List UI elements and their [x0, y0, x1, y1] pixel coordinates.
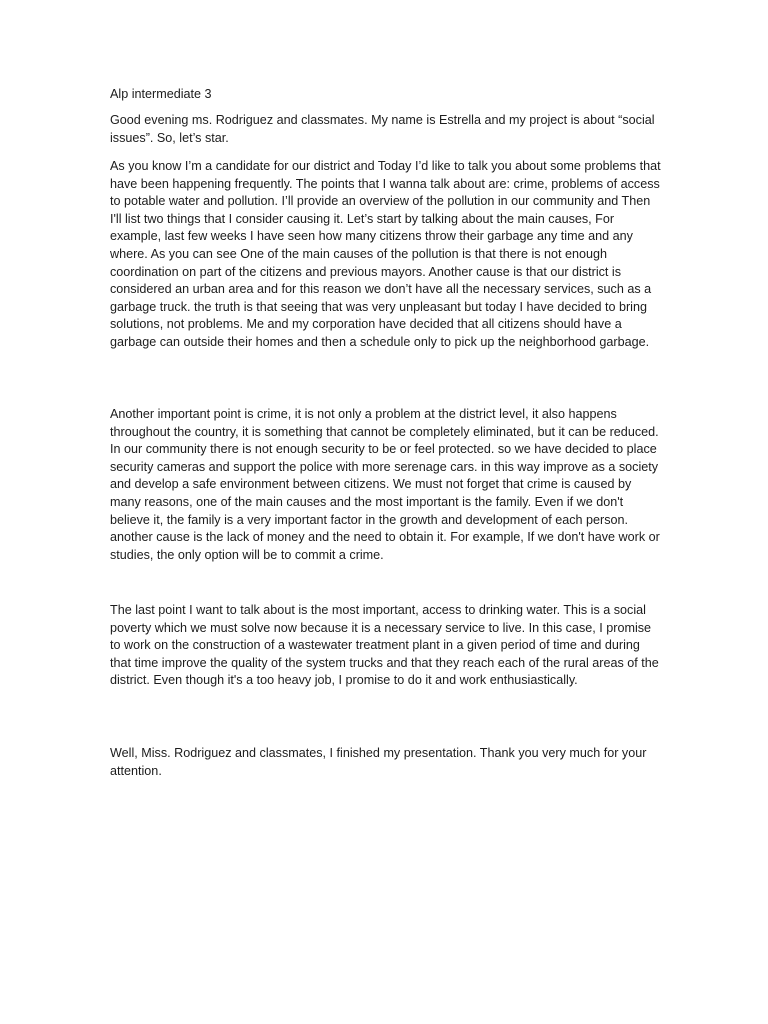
paragraph-pollution: As you know I’m a candidate for our district and Today I’d like to talk you about some problems that have been happening frequently. The points that I wanna talk about are: crime, problems of access to potable water and pollution. I’ll provide an overview of the pollution in our community and Then I'll list two things that I consider causing it. Let’s start by talking about the main causes, For example, last few weeks I have seen how many citizens throw their garbage any time and any where. As you can see One of the main causes of the pollution is that there is not enough coordination on part of the citizens and previous mayors. Another cause is that our district is considered an urban area and for this reason we don’t have all the necessary services, such as a garbage truck. the truth is that seeing that was very unpleasant but today I have decided to bring solutions, not problems. Me and my corporation have decided that all citizens should have a garbage can outside their homes and then a schedule only to pick up the neighborhood garbage.: [110, 159, 661, 349]
paragraph-greeting: Good evening ms. Rodriguez and classmates. My name is Estrella and my project is about “social issues”. So, let’s star.: [110, 113, 655, 145]
paragraph-closing: Well, Miss. Rodriguez and classmates, I finished my presentation. Thank you very much for your attention.: [110, 746, 647, 778]
paragraph-water: The last point I want to talk about is the most important, access to drinking water. This is a social poverty which we must solve now because it is a necessary service to live. In this case, I promise to work on the construction of a wastewater treatment plant in a given period of time and during that time improve the quality of the system trucks and that they reach each of the rural areas of the district. Even though it's a too heavy job, I promise to do it and work enthusiastically.: [110, 603, 659, 688]
document-heading: Alp intermediate 3: [110, 87, 212, 101]
paragraph-crime: Another important point is crime, it is not only a problem at the district level, it also happens throughout the country, it is something that cannot be completely eliminated, but it can be reduced. In our community there is not enough security to be or feel protected. so we have decided to place security cameras and support the police with more serenage cars. in this way improve as a society and develop a safe environment between citizens. We must not forget that crime is caused by many reasons, one of the main causes and the most important is the family. Even if we don't believe it, the family is a very important factor in the growth and development of each person. another cause is the lack of money and the need to obtain it. For example, If we don't have work or studies, the only option will be to commit a crime.: [110, 407, 660, 562]
